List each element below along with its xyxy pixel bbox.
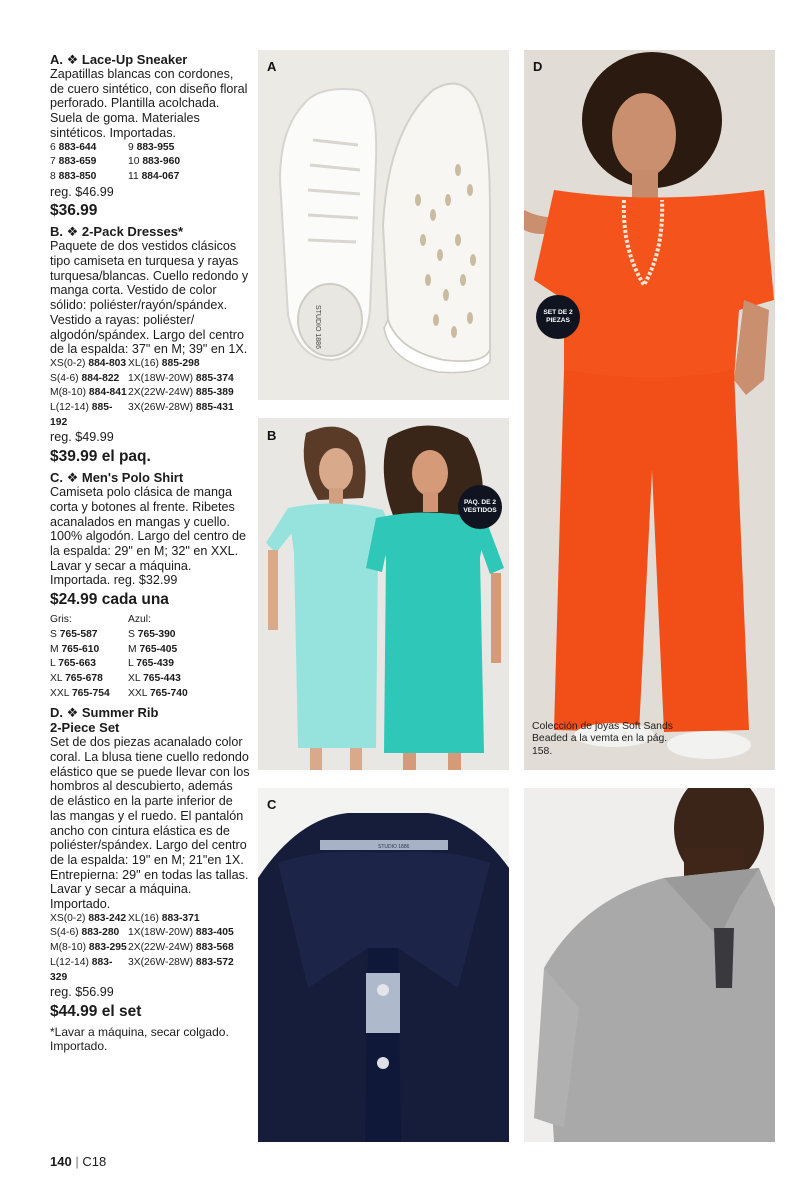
sku-code: 883-371	[161, 912, 200, 924]
item-c-color-grey-label: Gris:	[50, 614, 72, 626]
sku-entry	[128, 155, 250, 170]
sku-code: 883-295	[88, 942, 127, 954]
photo-grey-polo	[524, 788, 775, 1142]
sku-code: 883-405	[195, 927, 234, 939]
item-b-regular-price: reg. $49.99	[50, 430, 114, 445]
sku-entry	[128, 357, 250, 372]
photo-c-navy-polo	[258, 788, 509, 1142]
item-c	[50, 470, 250, 701]
item-c-price: $24.99 cada una	[50, 591, 169, 609]
photo-c-letter: C	[267, 797, 277, 812]
photo-d-coral-set	[524, 50, 775, 770]
sku-code: 765-405	[139, 643, 178, 655]
item-b	[50, 224, 250, 466]
sku-code: 885-389	[195, 387, 234, 399]
item-a-price: $36.99	[50, 202, 98, 220]
sku-code: 885-298	[161, 357, 200, 369]
sku-size: 1X(18W-20W)	[128, 927, 196, 939]
sku-entry	[50, 956, 128, 985]
navy-polo-illustration	[258, 788, 509, 1142]
sku-entry	[128, 956, 250, 985]
item-d-subtitle: 2-Piece Set	[50, 720, 120, 736]
sku-size: M(8-10)	[50, 942, 89, 954]
sku-entry	[50, 170, 128, 185]
sku-code: 883-572	[195, 956, 234, 968]
sku-code: 765-587	[59, 628, 98, 640]
item-d-sku-grid	[50, 912, 250, 986]
sku-code: 765-740	[149, 687, 188, 699]
sku-code: 765-443	[143, 672, 181, 684]
sku-size: 3X(26W-28W)	[128, 402, 196, 414]
sku-code: 883-568	[195, 942, 234, 954]
sku-size: M(8-10)	[50, 387, 89, 399]
item-b-sku-grid	[50, 357, 250, 431]
item-b-title: B. ❖ 2-Pack Dresses*	[50, 224, 184, 240]
footer-separator: |	[75, 1154, 79, 1169]
sku-size: 1X(18W-20W)	[128, 372, 196, 384]
item-d-title: D. ❖ Summer Rib	[50, 705, 159, 721]
sku-code: 884-822	[81, 372, 120, 384]
sku-entry	[128, 401, 250, 430]
item-d-description: Set de dos piezas acanalado color coral. La blusa tiene cuello redondo elástico que se puede llevar con los hombros al descubierto, además de elástico en la parte inferior de las mangas y el ruedo. El pantalón ancho con cintura elástica es de poliéster/spándex. Largo del centro de la espalda: 19" en M; 21"en 1X. Entrepierna: 29" en todas las tallas. Lavar y secar a máquina. Importado.	[50, 735, 250, 912]
sku-code: 883-644	[58, 141, 97, 153]
sku-entry	[50, 141, 128, 156]
sku-entry	[50, 401, 128, 430]
sku-entry	[128, 643, 250, 658]
item-a-title: A. ❖ Lace-Up Sneaker	[50, 52, 188, 67]
photo-d-letter: D	[533, 59, 543, 74]
shoe-logo-text: STUDIO 1886	[314, 305, 321, 349]
sku-entry	[50, 372, 128, 387]
sku-entry	[50, 926, 128, 941]
sku-size: L	[128, 658, 137, 670]
sku-entry	[50, 912, 128, 927]
sku-entry	[50, 672, 128, 687]
sku-code: 765-390	[137, 628, 176, 640]
sku-size: S	[128, 628, 138, 640]
sku-entry	[128, 926, 250, 941]
sku-code: 765-663	[58, 658, 97, 670]
sku-size: XXL	[128, 687, 150, 699]
sku-code: 765-439	[136, 658, 175, 670]
item-b-description: Paquete de dos vestidos clásicos tipo camiseta en turquesa y rayas turquesa/blancas. Cuello redondo y manga corta. Vestido de color sólido: poliéster/rayón/spándex. Vestido a rayas: poliéster/ algodón/spándex. Largo del centro de la espalda: 37" en M; 39" en 1X.	[50, 239, 249, 357]
sku-code: 884-841	[88, 387, 127, 399]
two-piece-set-badge: SET DE 2 PIEZAS	[536, 295, 580, 339]
item-c-description: Camiseta polo clásica de manga corta y botones al frente. Ribetes acanalados en mangas y cuello. 100% algodón. Largo del centro de la espalda: 29" en M; 32" en XXL. Lavar y secar a máquina. Importada. reg. $32.99	[50, 485, 247, 588]
sku-code: 765-678	[65, 672, 103, 684]
item-d-price: $44.99 el set	[50, 1002, 142, 1020]
sku-code: 883-242	[88, 912, 127, 924]
sku-entry	[128, 941, 250, 956]
sku-code: 885-374	[195, 372, 234, 384]
sku-entry	[128, 170, 250, 185]
sku-size: 7	[50, 156, 59, 168]
sku-entry	[50, 357, 128, 372]
sku-code: 765-754	[71, 687, 110, 699]
item-d-care-note: *Lavar a máquina, secar colgado. Importado.	[50, 1024, 229, 1053]
sku-size: 2X(22W-24W)	[128, 387, 196, 399]
sku-code: 883-329	[50, 956, 113, 983]
sku-size: 2X(22W-24W)	[128, 942, 196, 954]
sku-size: 10	[128, 156, 143, 168]
sku-code: 884-067	[141, 170, 180, 182]
sku-entry	[50, 628, 128, 643]
sku-size: 6	[50, 141, 59, 153]
sku-code: 883-659	[58, 156, 97, 168]
sku-code: 884-803	[88, 357, 127, 369]
sneakers-illustration	[258, 50, 509, 400]
sku-size: XL	[50, 672, 66, 684]
page-number: 140	[50, 1154, 72, 1169]
coral-set-illustration	[524, 50, 775, 770]
item-a-regular-price: reg. $46.99	[50, 184, 114, 199]
sku-entry	[50, 687, 128, 702]
sku-entry	[128, 386, 250, 401]
photo-b-dresses	[258, 418, 509, 770]
item-c-title: C. ❖ Men's Polo Shirt	[50, 470, 184, 486]
sku-size: L(12-14)	[50, 956, 92, 968]
sku-size: S	[50, 628, 60, 640]
item-a	[50, 52, 250, 220]
sku-size: 9	[128, 141, 137, 153]
photo-a-letter: A	[267, 59, 277, 74]
product-text-column	[50, 52, 250, 1053]
item-a-description: Zapatillas blancas con cordones, de cuero sintético, con diseño floral perforado. Plantilla acolchada. Suela de goma. Materiales sintéticos. Importadas.	[50, 67, 248, 140]
grey-polo-illustration	[524, 788, 775, 1142]
sku-size: XXL	[50, 687, 72, 699]
item-c-color-blue-label: Azul:	[128, 614, 151, 626]
sku-entry	[128, 912, 250, 927]
page-footer	[50, 1154, 106, 1169]
sku-size: XL(16)	[128, 357, 162, 369]
sku-size: XL(16)	[128, 912, 162, 924]
sku-code: 765-610	[61, 643, 100, 655]
sku-size: L	[50, 658, 59, 670]
sku-size: M	[50, 643, 62, 655]
item-b-price: $39.99 el paq.	[50, 448, 151, 466]
sku-entry	[128, 687, 250, 702]
sku-code: 883-280	[81, 927, 120, 939]
sku-code: 883-960	[142, 156, 181, 168]
two-dress-pack-badge: PAQ. DE 2 VESTIDOS	[458, 485, 502, 529]
sku-size: XL	[128, 672, 144, 684]
sku-entry	[128, 141, 250, 156]
sku-size: S(4-6)	[50, 372, 82, 384]
sku-size: 11	[128, 170, 142, 182]
item-c-sku-grid	[50, 613, 250, 701]
sku-size: 8	[50, 170, 59, 182]
sku-entry	[128, 628, 250, 643]
sku-code: 885-431	[195, 402, 234, 414]
sku-entry	[50, 386, 128, 401]
sku-size: XS(0-2)	[50, 912, 89, 924]
sku-entry	[50, 643, 128, 658]
dresses-illustration	[258, 418, 509, 770]
photo-b-letter: B	[267, 428, 277, 443]
item-d-regular-price: reg. $56.99	[50, 985, 114, 1000]
item-d	[50, 705, 250, 1053]
sku-size: XS(0-2)	[50, 357, 89, 369]
sku-entry	[128, 372, 250, 387]
catalog-code: C18	[82, 1154, 107, 1169]
sku-entry	[50, 155, 128, 170]
sku-entry	[50, 657, 128, 672]
polo-collar-tag-text: STUDIO 1886	[378, 844, 410, 850]
sku-entry	[128, 672, 250, 687]
sku-entry	[128, 657, 250, 672]
sku-size: M	[128, 643, 140, 655]
sku-size: L(12-14)	[50, 402, 92, 414]
sku-size: S(4-6)	[50, 927, 82, 939]
sku-code: 885-192	[50, 402, 113, 428]
photo-a-sneakers	[258, 50, 509, 400]
sku-code: 883-955	[136, 141, 175, 153]
sku-code: 883-850	[58, 170, 97, 182]
sku-entry	[50, 941, 128, 956]
item-a-sku-grid	[50, 141, 250, 185]
jewelry-caption: Colección de joyas Soft Sands Beaded a la vemta en la pág. 158.	[532, 721, 673, 757]
sku-size: 3X(26W-28W)	[128, 956, 196, 968]
